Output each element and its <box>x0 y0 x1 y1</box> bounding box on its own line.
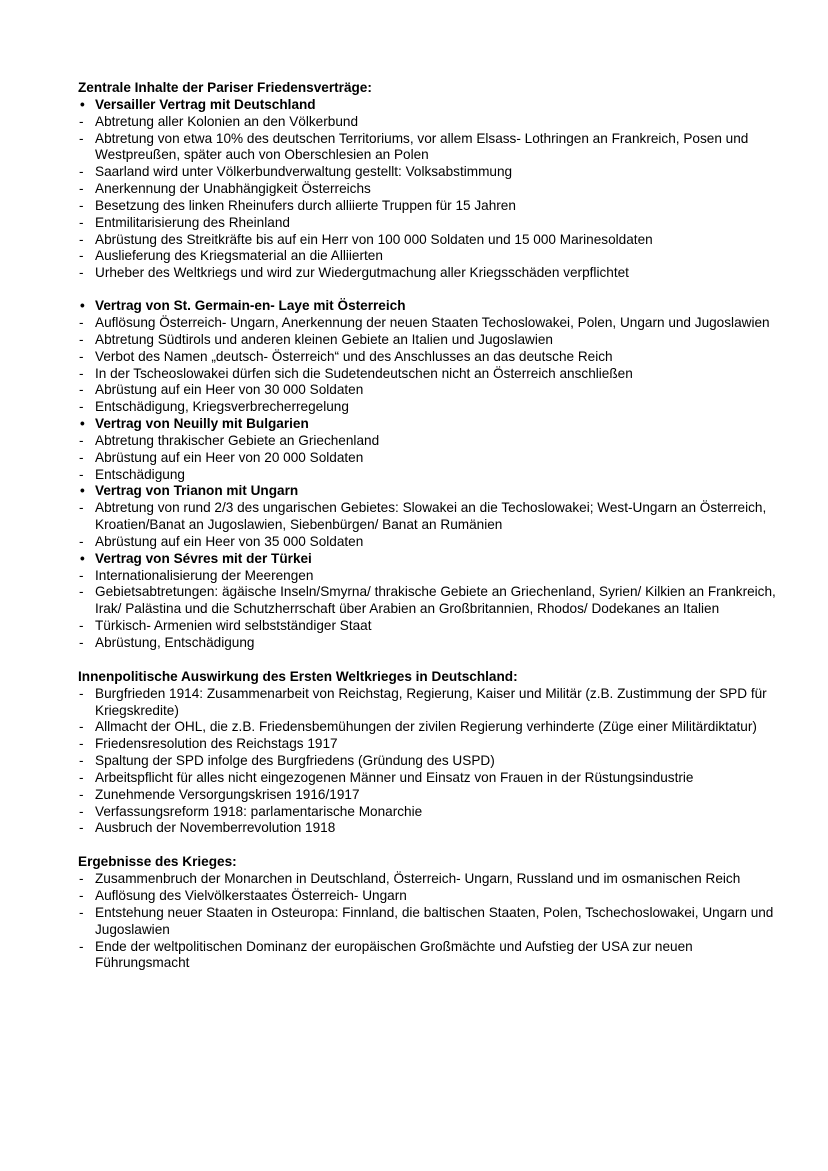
list-item <box>78 198 778 215</box>
dash-icon: - <box>79 786 84 802</box>
dash-icon: - <box>79 584 84 600</box>
list-item-text: Verbot des Namen „deutsch- Österreich“ und des Anschlusses an das deutsche Reich <box>95 348 613 364</box>
list-item-text: Internationalisierung der Meerengen <box>95 567 314 583</box>
list-item-text: Türkisch- Armenien wird selbstständiger Staat <box>95 618 372 634</box>
list-item-text: Abrüstung auf ein Heer von 20 000 Soldaten <box>95 449 364 465</box>
dash-icon: - <box>79 753 84 769</box>
list-item <box>78 888 778 905</box>
list-item <box>78 568 778 585</box>
list-item <box>78 215 778 232</box>
list-item <box>78 315 778 332</box>
list-item-text: Abrüstung auf ein Heer von 35 000 Soldaten <box>95 533 364 549</box>
list-item-text: Abtretung von rund 2/3 des ungarischen Gebietes: Slowakei an die Techoslowakei; West-Ungarn an Österreich, Kroatien/Banat an Jugoslawien, Siebenbürgen/ Banat an Rumänien <box>95 500 767 533</box>
dash-icon: - <box>79 567 84 583</box>
treaty-heading-text: Vertrag von Trianon mit Ungarn <box>95 483 299 499</box>
list-item-text: Arbeitspflicht für alles nicht eingezogenen Männer und Einsatz von Frauen in der Rüstungsindustrie <box>95 769 694 785</box>
dash-icon: - <box>79 231 84 247</box>
list-item-text: Zusammenbruch der Monarchen in Deutschland, Österreich- Ungarn, Russland und im osmanischen Reich <box>95 871 741 887</box>
treaty-heading-text: Versailler Vertrag mit Deutschland <box>95 96 316 112</box>
list-item <box>78 332 778 349</box>
bullet-icon: • <box>80 96 85 112</box>
list-item <box>78 265 778 282</box>
treaty-heading-text: Vertrag von Sévres mit der Türkei <box>95 550 312 566</box>
list-item <box>78 399 778 416</box>
dash-icon: - <box>79 331 84 347</box>
list-item-text: Besetzung des linken Rheinufers durch alliierte Truppen für 15 Jahren <box>95 197 516 213</box>
list-item <box>78 719 778 736</box>
list-item-text: Entstehung neuer Staaten in Osteuropa: Finnland, die baltischen Staaten, Polen, Tschechoslowakei, Ungarn und Jugoslawien <box>95 904 774 937</box>
section-heading: Innenpolitische Auswirkung des Ersten Weltkrieges in Deutschland: <box>78 668 518 684</box>
list-item-text: Abtretung aller Kolonien an den Völkerbund <box>95 113 359 129</box>
treaty-heading <box>78 483 778 500</box>
section-gap <box>78 837 778 854</box>
list-item-text: Entmilitarisierung des Rheinland <box>95 214 290 230</box>
list-item <box>78 871 778 888</box>
list-item <box>78 635 778 652</box>
blank-line <box>78 282 778 298</box>
list-item-text: Burgfrieden 1914: Zusammenarbeit von Reichstag, Regierung, Kaiser und Militär (z.B. Zustimmung der SPD für Kriegskredite) <box>95 685 767 718</box>
list-item-text: Ende der weltpolitischen Dominanz der europäischen Großmächte und Aufstieg der USA zur neuen Führungsmacht <box>95 938 693 971</box>
treaty-heading-text: Vertrag von Neuilly mit Bulgarien <box>95 416 309 432</box>
list-item <box>78 500 778 534</box>
list-item <box>78 939 778 973</box>
dash-icon: - <box>79 719 84 735</box>
list-item-text: Abtretung Südtirols und anderen kleinen Gebiete an Italien und Jugoslawien <box>95 331 553 347</box>
dash-icon: - <box>79 265 84 281</box>
dash-icon: - <box>79 382 84 398</box>
dash-icon: - <box>79 130 84 146</box>
dash-icon: - <box>79 635 84 650</box>
list-item-text: Entschädigung, Kriegsverbrecherregelung <box>95 399 349 415</box>
section <box>78 854 778 972</box>
section <box>78 80 778 652</box>
section <box>78 669 778 837</box>
list-item <box>78 366 778 383</box>
treaty-heading <box>78 298 778 315</box>
dash-icon: - <box>79 181 84 197</box>
list-item <box>78 618 778 635</box>
dash-icon: - <box>79 449 84 465</box>
section-heading: Zentrale Inhalte der Pariser Friedensverträge: <box>78 80 372 95</box>
dash-icon: - <box>79 214 84 230</box>
list-item-text: Entschädigung <box>95 466 185 482</box>
list-item <box>78 114 778 131</box>
list-item <box>78 584 778 618</box>
dash-icon: - <box>79 348 84 364</box>
dash-icon: - <box>79 164 84 180</box>
list-item <box>78 905 778 939</box>
list-item-text: Abrüstung des Streitkräfte bis auf ein Herr von 100 000 Soldaten und 15 000 Marinesoldaten <box>95 231 653 247</box>
list-item <box>78 450 778 467</box>
list-item <box>78 804 778 821</box>
treaty-heading <box>78 416 778 433</box>
dash-icon: - <box>79 500 84 516</box>
list-item <box>78 181 778 198</box>
section-heading: Ergebnisse des Krieges: <box>78 854 237 870</box>
list-item <box>78 382 778 399</box>
dash-icon: - <box>79 248 84 264</box>
list-item-text: Urheber des Weltkriegs und wird zur Wiedergutmachung aller Kriegsschäden verpflichtet <box>95 265 629 281</box>
bullet-icon: • <box>80 416 85 432</box>
list-item <box>78 131 778 165</box>
list-item-text: Verfassungsreform 1918: parlamentarische Monarchie <box>95 803 423 819</box>
list-item-text: Allmacht der OHL, die z.B. Friedensbemühungen der zivilen Regierung verhinderte (Züge einer Militärdiktatur) <box>95 719 757 735</box>
dash-icon: - <box>79 904 84 920</box>
dash-icon: - <box>79 365 84 381</box>
list-item <box>78 164 778 181</box>
list-item-text: Gebietsabtretungen: ägäische Inseln/Smyrna/ thrakische Gebiete an Griechenland, Syrien/ Kilkien an Frankreich, Irak/ Palästina und die Schutzherrschaft über Arabien an Großbritannien, Rhodos/ Dodekanes an Italien <box>95 584 776 617</box>
bullet-icon: • <box>80 483 85 499</box>
treaty-heading <box>78 551 778 568</box>
document-page <box>78 80 778 972</box>
dash-icon: - <box>79 736 84 752</box>
list-item-text: In der Tscheoslowakei dürfen sich die Sudetendeutschen nicht an Österreich anschließen <box>95 365 633 381</box>
bullet-icon: • <box>80 298 85 314</box>
dash-icon: - <box>79 113 84 129</box>
list-item <box>78 467 778 484</box>
dash-icon: - <box>79 803 84 819</box>
dash-icon: - <box>79 769 84 785</box>
list-item-text: Saarland wird unter Völkerbundverwaltung gestellt: Volksabstimmung <box>95 164 513 180</box>
dash-icon: - <box>79 820 84 836</box>
dash-icon: - <box>79 432 84 448</box>
section-gap <box>78 652 778 669</box>
list-item <box>78 770 778 787</box>
dash-icon: - <box>79 399 84 415</box>
dash-icon: - <box>79 685 84 701</box>
list-item <box>78 686 778 720</box>
dash-icon: - <box>79 466 84 482</box>
list-item-text: Auslieferung des Kriegsmaterial an die Alliierten <box>95 248 383 264</box>
dash-icon: - <box>79 871 84 887</box>
list-item <box>78 820 778 837</box>
dash-icon: - <box>79 887 84 903</box>
list-item-text: Ausbruch der Novemberrevolution 1918 <box>95 820 336 836</box>
list-item-text: Abrüstung, Entschädigung <box>95 635 255 650</box>
list-item <box>78 232 778 249</box>
list-item-text: Spaltung der SPD infolge des Burgfriedens (Gründung des USPD) <box>95 753 495 769</box>
dash-icon: - <box>79 197 84 213</box>
list-item-text: Zunehmende Versorgungskrisen 1916/1917 <box>95 786 360 802</box>
list-item <box>78 534 778 551</box>
list-item-text: Abtretung thrakischer Gebiete an Griechenland <box>95 432 380 448</box>
dash-icon: - <box>79 618 84 634</box>
dash-icon: - <box>79 314 84 330</box>
list-item <box>78 433 778 450</box>
list-item-text: Friedensresolution des Reichstags 1917 <box>95 736 338 752</box>
treaty-heading-text: Vertrag von St. Germain-en- Laye mit Österreich <box>95 298 406 314</box>
list-item-text: Auflösung Österreich- Ungarn, Anerkennung der neuen Staaten Techoslowakei, Polen, Ungarn und Jugoslawien <box>95 314 770 330</box>
dash-icon: - <box>79 533 84 549</box>
list-item <box>78 753 778 770</box>
list-item <box>78 787 778 804</box>
list-item <box>78 248 778 265</box>
list-item <box>78 349 778 366</box>
list-item-text: Auflösung des Vielvölkerstaates Österreich- Ungarn <box>95 887 407 903</box>
list-item-text: Abtretung von etwa 10% des deutschen Territoriums, vor allem Elsass- Lothringen an Frankreich, Posen und Westpreußen, später auch von Oberschlesien an Polen <box>95 130 749 163</box>
bullet-icon: • <box>80 550 85 566</box>
dash-icon: - <box>79 938 84 954</box>
list-item <box>78 736 778 753</box>
treaty-heading <box>78 97 778 114</box>
list-item-text: Abrüstung auf ein Heer von 30 000 Soldaten <box>95 382 364 398</box>
list-item-text: Anerkennung der Unabhängigkeit Österreichs <box>95 181 371 197</box>
